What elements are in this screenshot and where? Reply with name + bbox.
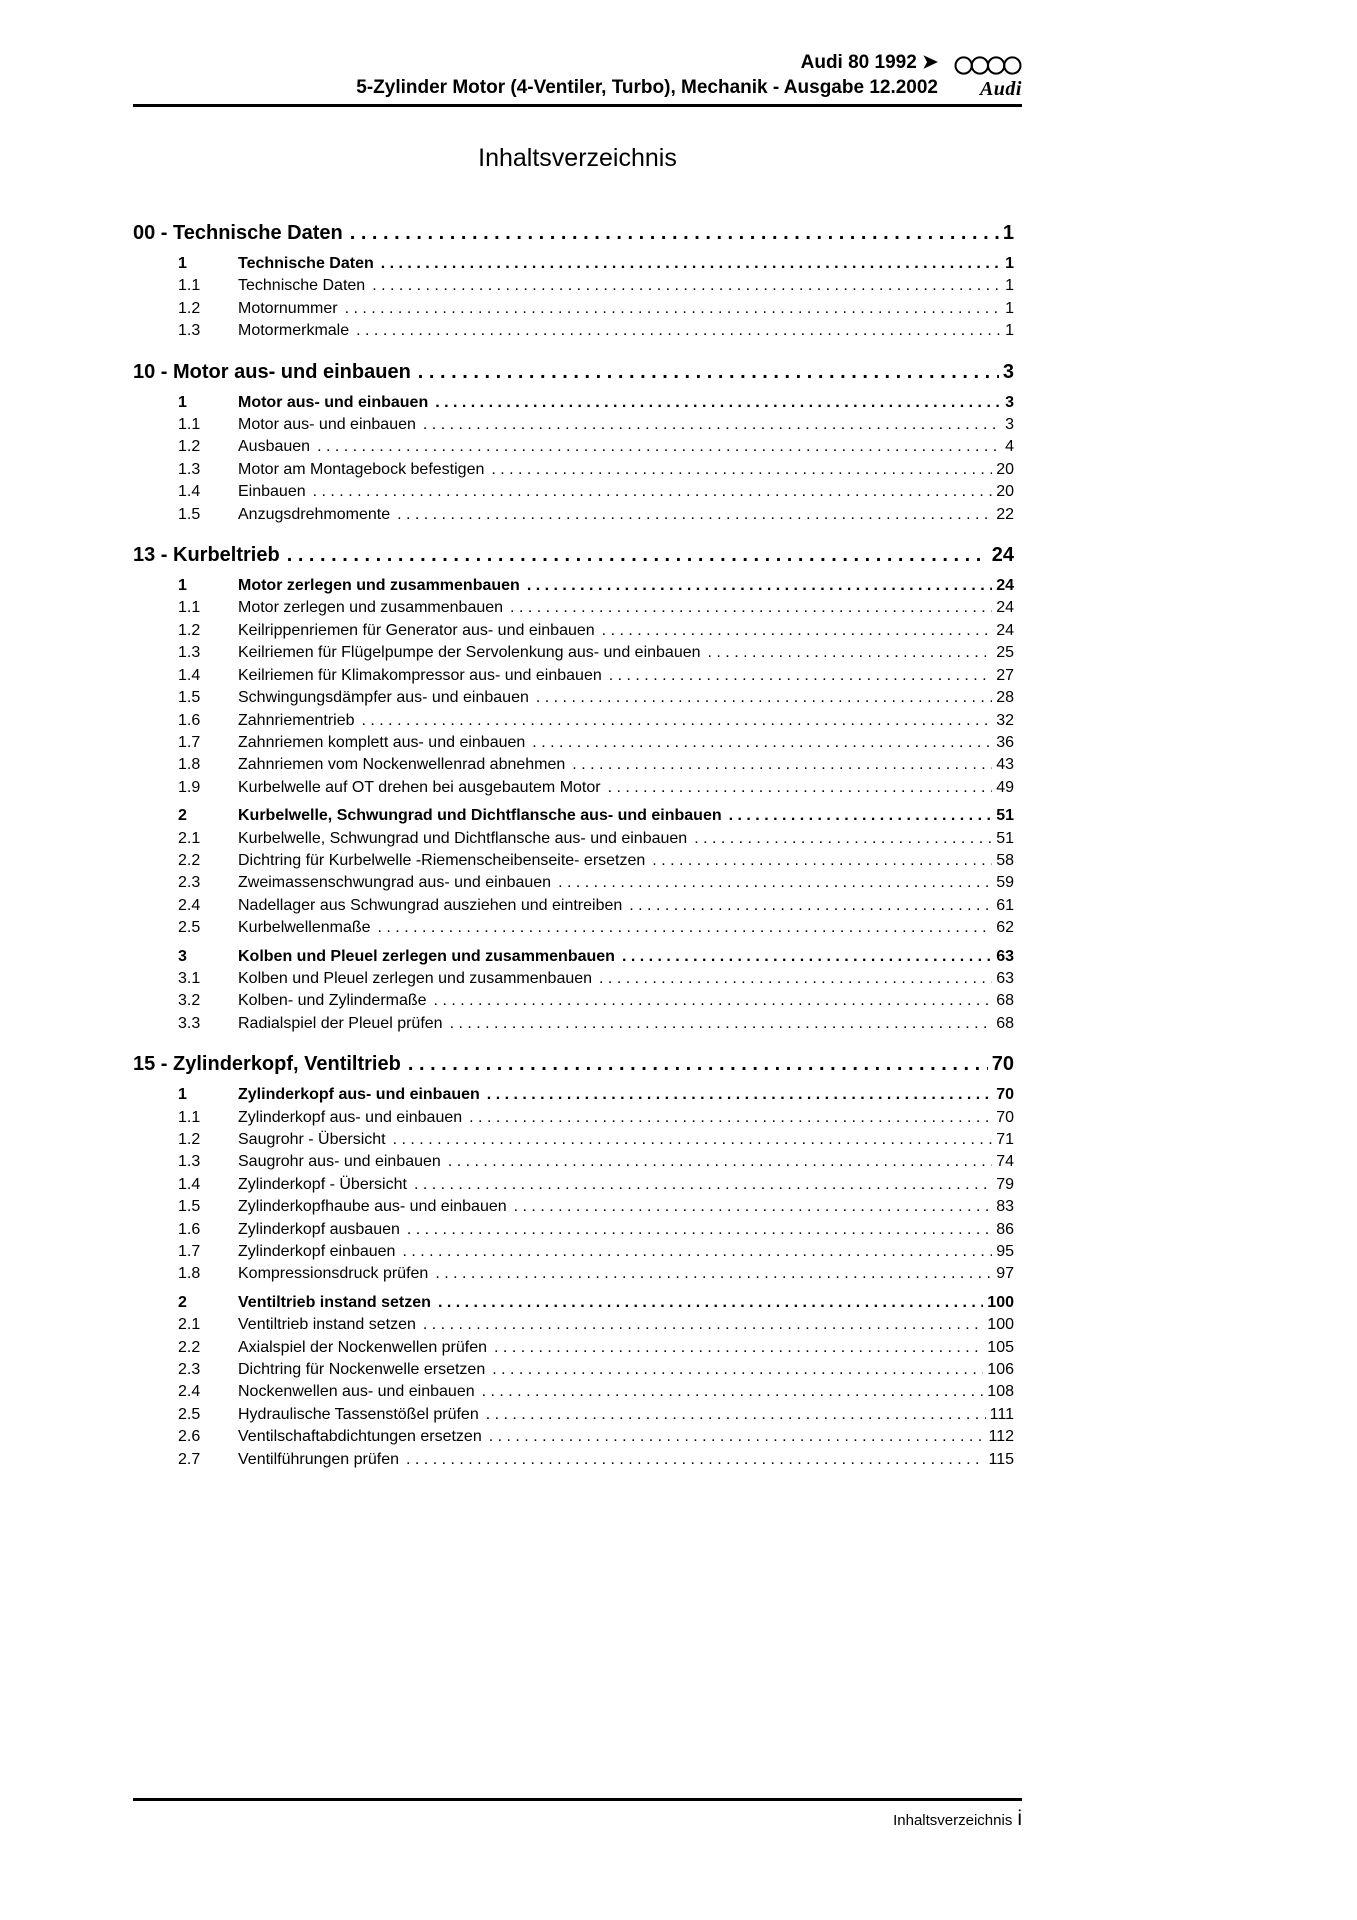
toc-entry-number: 1.1 [178, 599, 201, 617]
toc-entry-label: Kurbelwellenmaße [238, 919, 371, 937]
toc-section-page: 1 [1002, 222, 1014, 244]
toc-entry-page: 24 [996, 599, 1014, 617]
toc-entry-number: 2.1 [178, 829, 201, 847]
dot-leader [450, 1013, 993, 1035]
toc-entry-number: 2.4 [178, 1383, 201, 1401]
toc-entry-page: 63 [996, 969, 1014, 987]
audi-logo [954, 54, 1022, 100]
toc-entry-page: 25 [996, 644, 1014, 662]
dot-leader [486, 1404, 986, 1426]
toc-entry-page: 115 [988, 1450, 1014, 1468]
toc-entry-label: Keilriemen für Flügelpumpe der Servolenkung aus- und einbauen [238, 644, 701, 662]
dot-leader [435, 1263, 992, 1285]
dot-leader [408, 1050, 988, 1078]
dot-leader [514, 1196, 993, 1218]
dot-leader [350, 219, 999, 247]
dot-leader [434, 990, 993, 1012]
toc-entry-number: 2.6 [178, 1428, 201, 1446]
dot-leader [418, 358, 999, 386]
dot-leader [482, 1381, 984, 1403]
toc-entry-page: 58 [996, 851, 1014, 869]
dot-leader [402, 1241, 992, 1263]
toc-entry [133, 1084, 1022, 1106]
toc-entry-page: 108 [987, 1383, 1014, 1401]
audi-wordmark: Audi [979, 78, 1022, 100]
header-subtitle: 5-Zylinder Motor (4-Ventiler, Turbo), Mechanik - Ausgabe 12.2002 [356, 77, 938, 98]
toc-entry [133, 710, 1022, 732]
toc-section [133, 358, 1022, 526]
dot-leader [510, 597, 992, 619]
toc-entry-label: Kurbelwelle, Schwungrad und Dichtflansche aus- und einbauen [238, 829, 688, 847]
toc-section [133, 219, 1022, 343]
toc-entry-number: 1.6 [178, 1220, 201, 1238]
toc-section-title: 10 - Motor aus- und einbauen [133, 360, 411, 383]
toc-entry-label: Technische Daten [238, 277, 366, 295]
toc-entry-page: 3 [1005, 393, 1014, 411]
toc-entry [133, 1129, 1022, 1151]
toc-entry-label: Saugrohr - Übersicht [238, 1131, 386, 1148]
toc-entry-number: 1.3 [178, 644, 201, 662]
dot-leader [491, 459, 992, 481]
toc-entry-label: Nockenwellen aus- und einbauen [238, 1383, 475, 1401]
toc-entry [133, 1263, 1022, 1285]
toc-entry-number: 1.7 [178, 733, 201, 751]
audi-rings-icon [954, 54, 1022, 77]
toc-entry-number: 3.2 [178, 992, 201, 1010]
toc-entry-page: 105 [987, 1338, 1014, 1356]
dot-leader [652, 850, 992, 872]
toc-entry [133, 1013, 1022, 1035]
toc-entry-page: 1 [1005, 322, 1014, 340]
toc-entry [133, 754, 1022, 776]
toc-section-header [133, 219, 1022, 247]
toc-entry [133, 275, 1022, 297]
toc-entry-label: Zahnriemen vom Nockenwellenrad abnehmen [238, 756, 566, 774]
dot-leader [423, 414, 1001, 436]
toc-entry-number: 1.9 [178, 778, 201, 796]
toc-entry-page: 28 [996, 689, 1014, 707]
toc-entry-page: 4 [1005, 438, 1014, 456]
toc-entry-label: Ausbauen [238, 438, 311, 456]
dot-leader [393, 1129, 993, 1151]
toc-entry [133, 1314, 1022, 1336]
toc-entry-number: 2 [178, 807, 187, 825]
toc-entry-number: 1.1 [178, 416, 201, 434]
toc-entry-number: 2.3 [178, 1361, 201, 1379]
dot-leader [492, 1359, 983, 1381]
toc-entry-label: Motormerkmale [238, 322, 350, 340]
toc-entry-page: 22 [996, 505, 1014, 523]
toc [133, 219, 1022, 1471]
toc-entry-label: Kolben und Pleuel zerlegen und zusammenbauen [238, 947, 615, 965]
toc-entry [133, 1359, 1022, 1381]
toc-entry-number: 1.5 [178, 1198, 201, 1216]
toc-entry [133, 597, 1022, 619]
toc-entry-label: Ventiltrieb instand setzen [238, 1293, 431, 1311]
toc-entry-page: 51 [996, 829, 1014, 847]
toc-entry-label: Anzugsdrehmomente [238, 505, 391, 523]
toc-entry-number: 1.2 [178, 621, 201, 639]
toc-entry-label: Motor aus- und einbauen [238, 416, 416, 434]
toc-entry-label: Zylinderkopf aus- und einbauen [238, 1086, 480, 1104]
toc-entry-label: Radialspiel der Pleuel prüfen [238, 1014, 443, 1032]
dot-leader [414, 1174, 992, 1196]
toc-entry-number: 1 [178, 393, 187, 411]
toc-entry-label: Keilrippenriemen für Generator aus- und einbauen [238, 621, 595, 639]
toc-entry-label: Kolben- und Zylindermaße [238, 992, 427, 1010]
toc-section [133, 541, 1022, 1035]
toc-entry-number: 1.6 [178, 711, 201, 729]
page-title: Inhaltsverzeichnis [478, 144, 677, 172]
toc-entry-page: 74 [996, 1153, 1014, 1171]
toc-entry-page: 24 [996, 621, 1014, 639]
toc-entry-page: 3 [1005, 416, 1014, 434]
toc-entry [133, 642, 1022, 664]
toc-entry [133, 777, 1022, 799]
dot-leader [356, 320, 1001, 342]
toc-entry [133, 1107, 1022, 1129]
toc-entry-number: 2.4 [178, 896, 201, 914]
dot-leader [729, 805, 993, 827]
toc-entry-label: Einbauen [238, 483, 306, 501]
toc-entry-page: 36 [996, 733, 1014, 751]
toc-entry-number: 2.1 [178, 1316, 201, 1334]
toc-entry [133, 575, 1022, 597]
toc-entry [133, 1292, 1022, 1314]
toc-entry [133, 620, 1022, 642]
toc-entry [133, 990, 1022, 1012]
header-model-line: Audi 80 1992 ➤ [800, 52, 938, 73]
toc-entry-number: 1 [178, 255, 187, 272]
toc-entry-label: Zahnriemen komplett aus- und einbauen [238, 733, 526, 751]
toc-entry-label: Motor aus- und einbauen [238, 393, 429, 411]
toc-entry-label: Motor zerlegen und zusammenbauen [238, 599, 504, 617]
toc-entry [133, 1219, 1022, 1241]
toc-entry-page: 97 [996, 1265, 1014, 1283]
dot-leader [469, 1107, 992, 1129]
toc-entry [133, 253, 1022, 275]
toc-entry-label: Saugrohr aus- und einbauen [238, 1153, 441, 1171]
toc-entry [133, 392, 1022, 414]
toc-entry-page: 51 [996, 807, 1014, 825]
dot-leader [487, 1084, 992, 1106]
toc-entry-page: 95 [996, 1243, 1014, 1261]
toc-entry-number: 1.8 [178, 756, 201, 774]
toc-entry [133, 320, 1022, 342]
toc-entry-page: 20 [996, 483, 1014, 501]
toc-entry [133, 805, 1022, 827]
toc-entry-label: Zylinderkopf aus- und einbauen [238, 1108, 463, 1126]
dot-leader [362, 710, 993, 732]
toc-entry-number: 1 [178, 577, 187, 595]
toc-entry-label: Zylinderkopf - Übersicht [238, 1175, 407, 1193]
dot-leader [527, 575, 992, 597]
toc-entry-number: 1.1 [178, 1108, 201, 1126]
toc-entry-number: 2.3 [178, 874, 201, 892]
toc-entry-label: Motor am Montagebock befestigen [238, 460, 485, 478]
toc-entry-number: 3.1 [178, 969, 201, 987]
toc-entry-page: 32 [996, 711, 1014, 729]
toc-entry-label: Dichtring für Kurbelwelle -Riemenscheibenseite- ersetzen [238, 851, 646, 869]
toc-entry [133, 436, 1022, 458]
toc-entry-number: 1.3 [178, 1153, 201, 1171]
toc-entry-number: 2.5 [178, 1405, 201, 1423]
toc-entry-label: Axialspiel der Nockenwellen prüfen [238, 1338, 488, 1356]
dot-leader [313, 481, 993, 503]
toc-entry-number: 1.2 [178, 1131, 201, 1148]
dot-leader [572, 754, 992, 776]
dot-leader [629, 895, 992, 917]
dot-leader [438, 1292, 983, 1314]
toc-section-title: 13 - Kurbeltrieb [133, 544, 280, 567]
toc-entry-label: Ventilführungen prüfen [238, 1450, 400, 1468]
toc-entry-number: 1.2 [178, 438, 201, 456]
toc-entry-label: Nadellager aus Schwungrad ausziehen und eintreiben [238, 896, 623, 914]
dot-leader [489, 1426, 985, 1448]
header-text [356, 50, 938, 100]
toc-entry [133, 1337, 1022, 1359]
toc-entry-label: Motornummer [238, 299, 338, 317]
toc-entry [133, 459, 1022, 481]
header-divider [133, 104, 1022, 107]
toc-entry-page: 24 [996, 577, 1014, 595]
footer-text [133, 1807, 1022, 1833]
toc-entry [133, 828, 1022, 850]
dot-leader [406, 1449, 984, 1471]
toc-entry [133, 687, 1022, 709]
toc-section-title: 15 - Zylinderkopf, Ventiltrieb [133, 1053, 401, 1076]
toc-entry-page: 86 [996, 1220, 1014, 1238]
toc-entry-number: 1.5 [178, 505, 201, 523]
toc-entry-number: 1.2 [178, 299, 201, 317]
dot-leader [609, 665, 992, 687]
toc-entry [133, 732, 1022, 754]
toc-entry-page: 100 [987, 1316, 1014, 1334]
toc-entry-page: 20 [996, 460, 1014, 478]
toc-entry-label: Zahnriementrieb [238, 711, 355, 729]
dot-leader [317, 436, 1001, 458]
toc-entry-label: Zylinderkopf einbauen [238, 1243, 396, 1261]
toc-entry [133, 1196, 1022, 1218]
dot-leader [372, 275, 1001, 297]
toc-entry-page: 59 [996, 874, 1014, 892]
footer-label: Inhaltsverzeichnis [893, 1812, 1013, 1829]
toc-entry-label: Hydraulische Tassenstößel prüfen [238, 1405, 479, 1423]
dot-leader [708, 642, 993, 664]
dot-leader [381, 253, 1001, 275]
dot-leader [599, 968, 992, 990]
toc-entry-label: Kompressionsdruck prüfen [238, 1265, 429, 1283]
toc-entry-label: Motor zerlegen und zusammenbauen [238, 577, 520, 595]
page-footer [133, 1798, 1022, 1833]
toc-entry-number: 1.1 [178, 277, 201, 295]
toc-entry-number: 1 [178, 1086, 187, 1104]
toc-entry-label: Keilriemen für Klimakompressor aus- und einbauen [238, 666, 602, 684]
toc-entry-number: 2 [178, 1293, 187, 1311]
toc-section-header [133, 358, 1022, 386]
dot-leader [608, 777, 993, 799]
dot-leader [378, 917, 993, 939]
toc-section-title: 00 - Technische Daten [133, 222, 343, 244]
toc-section [133, 1050, 1022, 1471]
toc-entry-page: 71 [996, 1131, 1014, 1148]
toc-entry [133, 504, 1022, 526]
dot-leader [532, 732, 992, 754]
toc-entry-number: 1.4 [178, 483, 201, 501]
toc-entry [133, 872, 1022, 894]
toc-entry-number: 2.7 [178, 1450, 201, 1468]
toc-entry-number: 1.4 [178, 666, 201, 684]
toc-entry [133, 850, 1022, 872]
dot-leader [448, 1151, 992, 1173]
toc-entry [133, 414, 1022, 436]
toc-entry-page: 1 [1005, 255, 1014, 272]
dot-leader [287, 541, 988, 569]
toc-entry-number: 1.4 [178, 1175, 201, 1193]
toc-entry-number: 2.2 [178, 851, 201, 869]
toc-entry [133, 298, 1022, 320]
toc-entry [133, 1241, 1022, 1263]
toc-entry-label: Ventiltrieb instand setzen [238, 1316, 416, 1334]
toc-entry-page: 83 [996, 1198, 1014, 1216]
toc-entry [133, 1381, 1022, 1403]
toc-entry-number: 1.3 [178, 460, 201, 478]
toc-entry-page: 1 [1005, 277, 1014, 295]
toc-entry-label: Zylinderkopf ausbauen [238, 1220, 400, 1238]
toc-entry-label: Ventilschaftabdichtungen ersetzen [238, 1428, 482, 1446]
toc-entry-number: 2.5 [178, 919, 201, 937]
dot-leader [602, 620, 993, 642]
toc-entry-label: Schwingungsdämpfer aus- und einbauen [238, 689, 529, 707]
toc-entry-page: 1 [1005, 299, 1014, 317]
toc-entry-number: 1.3 [178, 322, 201, 340]
footer-page-number: i [1017, 1807, 1022, 1830]
dot-leader [694, 828, 992, 850]
toc-entry-page: 100 [987, 1293, 1014, 1311]
toc-entry-number: 3.3 [178, 1014, 201, 1032]
toc-entry [133, 917, 1022, 939]
toc-entry-page: 63 [996, 947, 1014, 965]
dot-leader [622, 946, 992, 968]
dot-leader [435, 392, 1001, 414]
toc-entry-page: 49 [996, 778, 1014, 796]
toc-entry-page: 68 [996, 1014, 1014, 1032]
toc-entry-label: Zweimassenschwungrad aus- und einbauen [238, 874, 552, 892]
toc-entry-page: 111 [989, 1405, 1014, 1423]
dot-leader [536, 687, 992, 709]
toc-entry [133, 968, 1022, 990]
toc-entry-label: Zylinderkopfhaube aus- und einbauen [238, 1198, 507, 1216]
toc-entry [133, 1174, 1022, 1196]
toc-entry-page: 62 [996, 919, 1014, 937]
toc-entry-page: 70 [996, 1108, 1014, 1126]
dot-leader [345, 298, 1002, 320]
toc-entry-number: 1.7 [178, 1243, 201, 1261]
dot-leader [407, 1219, 992, 1241]
dot-leader [397, 504, 992, 526]
toc-entry-number: 2.2 [178, 1338, 201, 1356]
toc-section-page: 24 [991, 544, 1014, 567]
toc-entry-number: 1.5 [178, 689, 201, 707]
toc-entry-page: 106 [987, 1361, 1014, 1379]
toc-section-header [133, 541, 1022, 569]
toc-entry-number: 1.8 [178, 1265, 201, 1283]
toc-entry-label: Kurbelwelle auf OT drehen bei ausgebautem Motor [238, 778, 601, 796]
toc-entry [133, 895, 1022, 917]
toc-entry-label: Kolben und Pleuel zerlegen und zusammenbauen [238, 969, 593, 987]
toc-entry [133, 481, 1022, 503]
toc-entry-page: 61 [996, 896, 1014, 914]
toc-section-page: 3 [1002, 360, 1014, 383]
toc-entry [133, 1151, 1022, 1173]
toc-entry-label: Dichtring für Nockenwelle ersetzen [238, 1361, 486, 1379]
toc-entry-page: 112 [988, 1428, 1014, 1446]
toc-entry-page: 27 [996, 666, 1014, 684]
page-header [133, 0, 1022, 100]
toc-entry [133, 946, 1022, 968]
toc-entry [133, 1404, 1022, 1426]
toc-entry [133, 1426, 1022, 1448]
toc-entry [133, 665, 1022, 687]
toc-entry-number: 3 [178, 947, 187, 965]
toc-entry-label: Kurbelwelle, Schwungrad und Dichtflansche aus- und einbauen [238, 807, 722, 825]
dot-leader [423, 1314, 983, 1336]
toc-section-page: 70 [991, 1053, 1014, 1076]
toc-entry-label: Technische Daten [238, 255, 374, 272]
toc-entry-page: 70 [996, 1086, 1014, 1104]
footer-divider [133, 1798, 1022, 1801]
toc-section-header [133, 1050, 1022, 1078]
toc-entry-page: 43 [996, 756, 1014, 774]
dot-leader [494, 1337, 983, 1359]
toc-entry-page: 79 [996, 1175, 1014, 1193]
dot-leader [558, 872, 992, 894]
toc-entry [133, 1449, 1022, 1471]
toc-entry-page: 68 [996, 992, 1014, 1010]
